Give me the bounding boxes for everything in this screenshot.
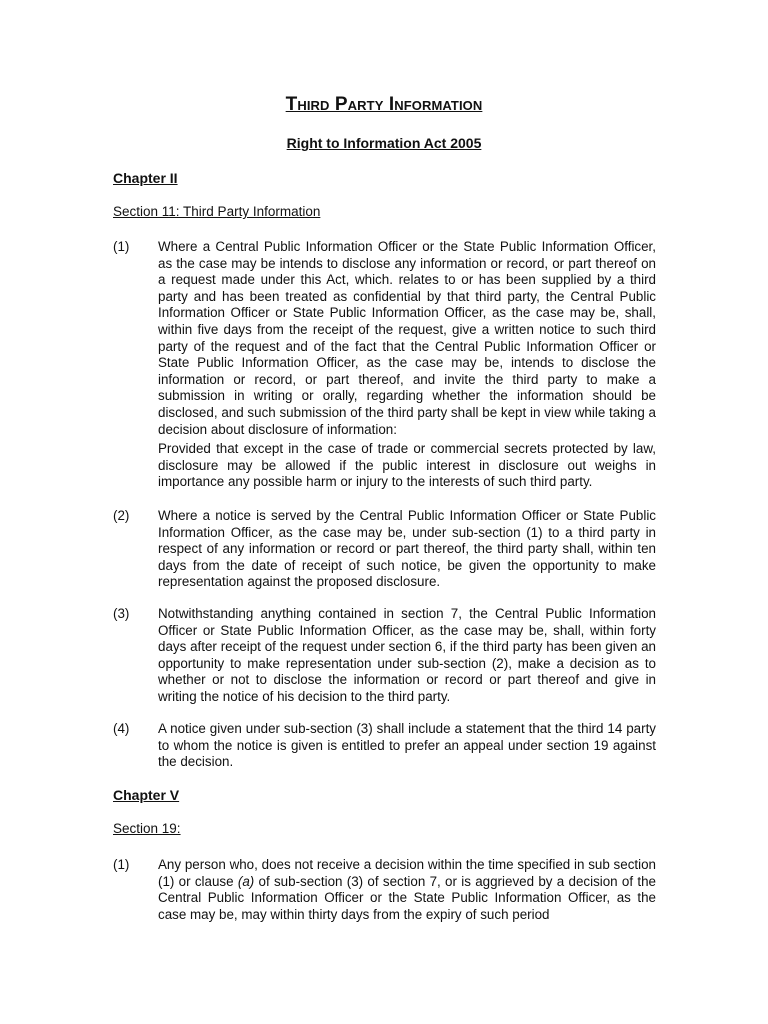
document-title: Third Party Information: [285, 94, 483, 115]
section-11-clause-4: [113, 721, 658, 771]
clause-text-part-b: of sub-section (3) of section 7, or is aggrieved by a decision of the Central Public Information Officer or the State Public Information Officer, as the case may be, may within thirty days from the expiry of such period: [158, 873, 656, 922]
section-11-clause-3: [113, 606, 658, 706]
clause-number: (2): [113, 508, 130, 523]
clause-text-emphasis: (a): [237, 873, 255, 889]
clause-text: Notwithstanding anything contained in section 7, the Central Public Information Officer or State Public Information Officer, as the case may be, shall, within forty days after receipt of the request under section 6, if the third party has been given an opportunity to make representation under sub-section (2), make a decision as to whether or not to disclose the information or record or part thereof and give in writing the notice of his decision to the third party.: [158, 606, 656, 704]
clause-text: A notice given under sub-section (3) shall include a statement that the third 14 party to whom the notice is given is entitled to prefer an appeal under section 19 against the decision.: [158, 721, 656, 770]
section-19-clause-1: [113, 857, 658, 923]
clause-text: Where a notice is served by the Central Public Information Officer or State Public Information Officer, as the case may be, under sub-section (1) to a third party in respect of any information or record or part thereof, the third party shall, within ten days from the date of receipt of such notice, be given the opportunity to make representation against the proposed disclosure.: [158, 508, 656, 590]
document-subtitle: Right to Information Act 2005: [286, 135, 482, 151]
clause-text: Where a Central Public Information Officer or the State Public Information Officer, as the case may be intends to disclose any information or record, or part thereof on a request made under this Act, which. relates to or has been supplied by a third party and has been treated as confidential by that third party, the Central Public Information Officer or State Public Information Officer, as the case may be, shall, within five days from the receipt of the request, give a written notice to such third party of the request and of the fact that the Central Public Information Officer or State Public Information Officer, as the case may be, intends to disclose the information or record, or part thereof, and invite the third party to make a submission in writing or orally, regarding whether the information should be disclosed, and such submission of the third party shall be kept in view while taking a decision about disclosure of information:: [158, 239, 656, 437]
section-11-clause-2: [113, 508, 658, 591]
section-11-label: Section 11: Third Party Information: [113, 204, 321, 219]
clause-number: (3): [113, 606, 130, 621]
section-11-clause-1: [113, 239, 658, 491]
chapter-ii-heading: Chapter II: [113, 170, 178, 186]
clause-proviso: Provided that except in the case of trade or commercial secrets protected by law, disclosure may be allowed if the public interest in disclosure out weighs in importance any possible harm or injury to the interests of such third party.: [158, 441, 656, 490]
clause-number: (1): [113, 857, 130, 872]
clause-number: (4): [113, 721, 130, 736]
chapter-v-heading: Chapter V: [113, 787, 180, 803]
clause-number: (1): [113, 239, 130, 254]
section-19-label: Section 19:: [113, 821, 181, 836]
clause-text: [158, 857, 656, 923]
clause-text-part-a: Any person who, does not receive a decision within the time specified in sub section (1) or clause: [158, 857, 656, 889]
